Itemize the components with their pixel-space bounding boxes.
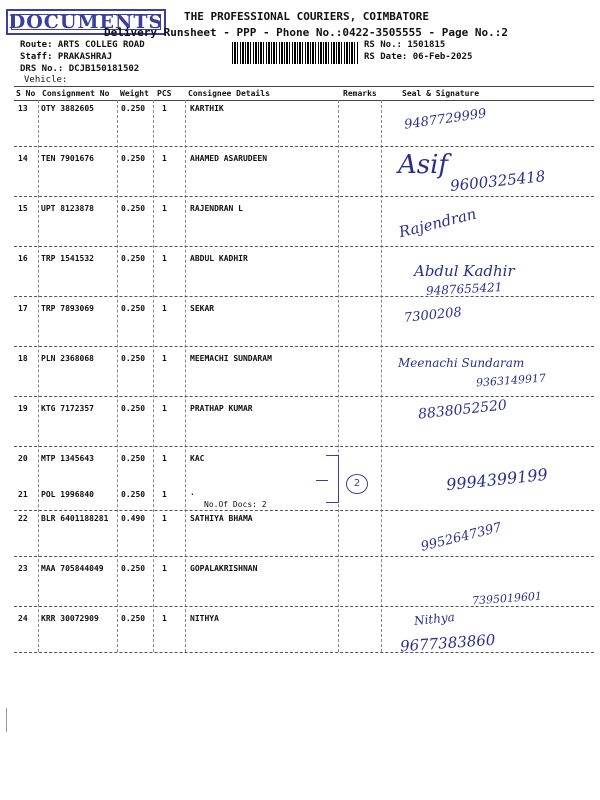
signature-row-20: 9994399199 bbox=[445, 464, 549, 495]
column-divider bbox=[38, 100, 39, 652]
row-sno: 16 bbox=[18, 254, 28, 263]
row-consignment: UPT 8123878 bbox=[41, 204, 94, 213]
row-weight: 0.250 bbox=[121, 254, 146, 263]
staff-label: Staff: PRAKASHRAJ bbox=[20, 52, 113, 62]
row-pcs: 1 bbox=[162, 404, 167, 413]
row-pcs: 1 bbox=[162, 304, 167, 313]
row-sno: 17 bbox=[18, 304, 28, 313]
signature-row-24-name: Nithya bbox=[413, 609, 456, 629]
row-consignment: POL 1996840 bbox=[41, 490, 94, 499]
signature-row-18-name: Meenachi Sundaram bbox=[398, 356, 525, 370]
row-weight: 0.250 bbox=[121, 354, 146, 363]
row-consignee: MEEMACHI SUNDARAM bbox=[190, 354, 272, 363]
row-separator bbox=[14, 510, 594, 511]
row-consignee: SEKAR bbox=[190, 304, 215, 313]
vehicle-label: Vehicle: bbox=[24, 75, 68, 85]
row-pcs: 1 bbox=[162, 154, 167, 163]
row-sno: 15 bbox=[18, 204, 28, 213]
row-separator bbox=[14, 146, 594, 147]
table-header-rule bbox=[14, 100, 594, 101]
row-consignment: MTP 1345643 bbox=[41, 454, 94, 463]
route-label: Route: ARTS COLLEG ROAD bbox=[20, 40, 145, 50]
remarks-bracket bbox=[326, 455, 339, 503]
company-title: THE PROFESSIONAL COURIERS, COIMBATORE bbox=[184, 10, 430, 23]
signature-row-16: 9487655421 bbox=[425, 280, 503, 298]
signature-row-24: 9677383860 bbox=[399, 630, 496, 656]
signature-row-17: 7300208 bbox=[403, 305, 463, 326]
row-sno: 18 bbox=[18, 354, 28, 363]
row-consignment: OTY 3882605 bbox=[41, 104, 94, 113]
row-consignee: RAJENDRAN L bbox=[190, 204, 243, 213]
row-weight: 0.250 bbox=[121, 204, 146, 213]
row-consignee: ABDUL KADHIR bbox=[190, 254, 248, 263]
signature-row-22: 9952647397 bbox=[419, 520, 504, 555]
page-edge-mark bbox=[6, 708, 7, 732]
signature-row-14: 9600325418 bbox=[449, 167, 547, 195]
column-divider bbox=[338, 100, 339, 652]
row-consignment: TEN 7901676 bbox=[41, 154, 94, 163]
row-pcs: 1 bbox=[162, 614, 167, 623]
row-sno: 19 bbox=[18, 404, 28, 413]
row-sno: 13 bbox=[18, 104, 28, 113]
row-sno: 23 bbox=[18, 564, 28, 573]
row-consignment: PLN 2368068 bbox=[41, 354, 94, 363]
row-pcs: 1 bbox=[162, 514, 167, 523]
column-header-pcs: PCS bbox=[157, 89, 172, 98]
column-divider bbox=[117, 100, 118, 652]
remarks-circled-number: 2 bbox=[346, 474, 368, 494]
row-weight: 0.490 bbox=[121, 514, 146, 523]
column-header-sno: S No bbox=[16, 89, 36, 98]
signature-row-19: 8838052520 bbox=[417, 397, 508, 423]
remarks-bracket-tick bbox=[316, 480, 328, 481]
row-consignee: NITHYA bbox=[190, 614, 219, 623]
row-separator bbox=[14, 196, 594, 197]
row-pcs: 1 bbox=[162, 104, 167, 113]
row-consignment: MAA 705844049 bbox=[41, 564, 104, 573]
row-pcs: 1 bbox=[162, 490, 167, 499]
row-sno: 24 bbox=[18, 614, 28, 623]
column-header-consignee: Consignee Details bbox=[188, 89, 270, 98]
row-weight: 0.250 bbox=[121, 564, 146, 573]
signature-row-18: 9363149917 bbox=[475, 371, 547, 390]
row-consignment: TRP 1541532 bbox=[41, 254, 94, 263]
column-divider bbox=[185, 100, 186, 652]
row-consignee: AHAMED ASARUDEEN bbox=[190, 154, 268, 163]
table-bottom-rule bbox=[14, 652, 594, 653]
row-pcs: 1 bbox=[162, 354, 167, 363]
row-weight: 0.250 bbox=[121, 490, 146, 499]
row-weight: 0.250 bbox=[121, 104, 146, 113]
row-consignee: GOPALAKRISHNAN bbox=[190, 564, 258, 573]
row-consignee: SATHIYA BHAMA bbox=[190, 514, 253, 523]
row-consignment: KRR 30072909 bbox=[41, 614, 99, 623]
row-sno: 22 bbox=[18, 514, 28, 523]
row-consignee: KARTHIK bbox=[190, 104, 224, 113]
row-separator bbox=[14, 346, 594, 347]
row-consignee: PRATHAP KUMAR bbox=[190, 404, 253, 413]
row-separator bbox=[14, 606, 594, 607]
runsheet-subtitle: Delivery Runsheet - PPP - Phone No.:0422-3505555 - Page No.:2 bbox=[104, 26, 508, 39]
docs-count-note: No.Of Docs: 2 bbox=[204, 500, 267, 509]
row-pcs: 1 bbox=[162, 254, 167, 263]
rs-number: RS No.: 1501815 bbox=[364, 40, 446, 50]
drs-number: DRS No.: DCJB150181502 bbox=[20, 64, 140, 74]
row-weight: 0.250 bbox=[121, 404, 146, 413]
row-weight: 0.250 bbox=[121, 154, 146, 163]
row-consignment: KTG 7172357 bbox=[41, 404, 94, 413]
row-pcs: 1 bbox=[162, 454, 167, 463]
row-separator bbox=[14, 396, 594, 397]
row-consignment: TRP 7893069 bbox=[41, 304, 94, 313]
row-weight: 0.250 bbox=[121, 304, 146, 313]
signature-row-15: Rajendran bbox=[396, 204, 479, 242]
column-divider bbox=[153, 100, 154, 652]
row-separator bbox=[14, 446, 594, 447]
signature-row-13: 9487729999 bbox=[403, 106, 488, 133]
row-separator bbox=[14, 296, 594, 297]
table-top-rule bbox=[14, 86, 594, 87]
documents-stamp: DOCUMENTS bbox=[6, 9, 166, 35]
column-divider bbox=[381, 100, 382, 652]
row-consignee: . bbox=[190, 488, 195, 497]
rs-date: RS Date: 06-Feb-2025 bbox=[364, 52, 473, 62]
row-sno: 21 bbox=[18, 490, 28, 499]
row-sno: 14 bbox=[18, 154, 28, 163]
column-header-weight: Weight bbox=[120, 89, 149, 98]
row-weight: 0.250 bbox=[121, 454, 146, 463]
row-weight: 0.250 bbox=[121, 614, 146, 623]
column-header-consignment: Consignment No bbox=[42, 89, 110, 98]
signature-row-23: 7395019601 bbox=[471, 589, 543, 608]
column-header-remarks: Remarks bbox=[343, 89, 377, 98]
signature-row-14-name: Asif bbox=[398, 150, 449, 180]
row-consignment: BLR 6401188281 bbox=[41, 514, 109, 523]
column-header-signature: Seal & Signature bbox=[402, 89, 480, 98]
row-pcs: 1 bbox=[162, 204, 167, 213]
signature-row-16-name: Abdul Kadhir bbox=[414, 262, 515, 280]
row-sno: 20 bbox=[18, 454, 28, 463]
row-consignee: KAC bbox=[190, 454, 205, 463]
row-pcs: 1 bbox=[162, 564, 167, 573]
row-separator bbox=[14, 556, 594, 557]
barcode-image bbox=[232, 42, 358, 64]
